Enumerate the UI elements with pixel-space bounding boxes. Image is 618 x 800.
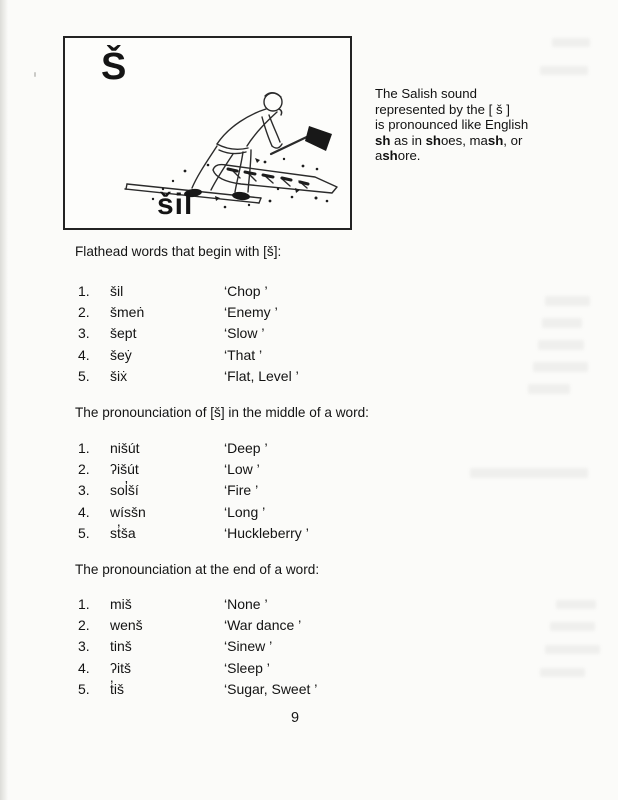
salish-word: šiẋ (110, 367, 128, 384)
note-text: ore. (397, 148, 421, 164)
english-gloss: ‘Flat, Level ’ (224, 367, 299, 384)
english-gloss: ‘Huckleberry ’ (224, 524, 309, 541)
page-number: 9 (291, 710, 300, 726)
item-number: 3. (78, 325, 90, 342)
sh-digraph: sh (375, 132, 391, 148)
bleedthrough-mark (542, 318, 582, 328)
note-text: a (375, 148, 383, 164)
bleedthrough-mark (556, 600, 596, 609)
salish-word: nišút (110, 440, 140, 456)
item-number: 4. (78, 503, 90, 520)
salish-word: st̓ša (110, 524, 136, 541)
list-item (78, 440, 508, 461)
note-text: , or (503, 132, 523, 148)
list-item (78, 681, 508, 702)
english-gloss: ‘Sleep ’ (224, 659, 270, 676)
list-item (78, 504, 508, 525)
list-item (78, 347, 508, 368)
bleedthrough-mark (540, 668, 585, 677)
english-gloss: ‘Sugar, Sweet ’ (224, 680, 318, 697)
item-number: 4. (78, 659, 90, 676)
english-gloss: ‘Low ’ (224, 461, 260, 478)
salish-word: šil (110, 283, 124, 299)
note-line-3: is pronounced like English (375, 117, 529, 133)
salish-word: šept (110, 325, 137, 342)
note-text: oes, ma (440, 132, 488, 148)
list-item (78, 617, 508, 638)
list-item (78, 461, 508, 482)
section-heading-middle: The pronounciation of [š] in the middle of a word: (75, 405, 369, 420)
english-gloss: ‘Sinew ’ (224, 638, 273, 655)
figure-box (63, 36, 352, 230)
list-item (78, 368, 508, 389)
item-number: 1. (78, 283, 90, 299)
english-gloss: ‘Slow ’ (224, 325, 265, 342)
english-gloss: ‘Deep ’ (224, 440, 268, 456)
bleedthrough-mark (540, 66, 588, 75)
section-heading-begin: Flathead words that begin with [š]: (75, 244, 282, 259)
item-number: 5. (78, 680, 90, 697)
note-text: as in (390, 132, 426, 148)
bleedthrough-mark (538, 340, 584, 350)
figure-letter: Š (101, 46, 127, 88)
salish-word: šmeṅ (110, 304, 145, 321)
item-number: 4. (78, 346, 90, 363)
pronunciation-note (375, 86, 580, 164)
bleedthrough-mark (533, 362, 588, 372)
list-item (78, 283, 508, 304)
bleedthrough-mark (545, 645, 600, 654)
section-heading-end: The pronounciation at the end of a word: (75, 562, 320, 577)
list-item (78, 325, 508, 346)
item-number: 1. (78, 596, 90, 612)
english-gloss: ‘War dance ’ (224, 617, 302, 634)
salish-word: šeẏ (110, 346, 132, 363)
item-number: 2. (78, 461, 90, 478)
word-list-middle (78, 440, 508, 546)
english-gloss: ‘Chop ’ (224, 283, 268, 299)
scan-speck (34, 72, 36, 77)
bleedthrough-mark (545, 296, 590, 306)
english-gloss: ‘That ’ (224, 346, 263, 363)
note-line-5 (375, 148, 580, 164)
salish-word: ʔišút (110, 461, 139, 478)
list-item (78, 304, 508, 325)
scan-edge-shadow (0, 0, 9, 800)
english-gloss: ‘Fire ’ (224, 482, 259, 499)
bleedthrough-mark (470, 468, 588, 478)
list-item (78, 660, 508, 681)
item-number: 2. (78, 304, 90, 321)
note-line-1: The Salish sound (375, 86, 477, 101)
item-number: 5. (78, 524, 90, 541)
english-gloss: ‘Long ’ (224, 503, 266, 520)
item-number: 2. (78, 617, 90, 634)
item-number: 1. (78, 440, 90, 456)
list-item (78, 525, 508, 546)
salish-word: miš (110, 596, 132, 612)
salish-word: sol̓ší (110, 482, 139, 499)
word-list-end (78, 596, 508, 702)
sh-digraph: sh (425, 132, 441, 148)
salish-word: wísšn (110, 503, 146, 520)
english-gloss: ‘None ’ (224, 596, 268, 612)
list-item (78, 596, 508, 617)
bleedthrough-mark (528, 384, 570, 394)
figure-caption: šil (157, 188, 194, 221)
sh-digraph: sh (382, 148, 398, 164)
item-number: 3. (78, 482, 90, 499)
list-item (78, 638, 508, 659)
word-list-begin (78, 283, 508, 389)
item-number: 3. (78, 638, 90, 655)
english-gloss: ‘Enemy ’ (224, 304, 278, 321)
salish-word: ʔitš (110, 659, 131, 676)
salish-word: wenš (110, 617, 143, 634)
note-line-2: represented by the [ š ] (375, 101, 510, 117)
bleedthrough-mark (550, 622, 595, 631)
salish-word: tinš (110, 638, 132, 655)
note-line-4 (375, 133, 580, 149)
bleedthrough-mark (552, 38, 590, 47)
salish-word: t̓iš (110, 680, 124, 697)
item-number: 5. (78, 367, 90, 384)
sh-digraph: sh (487, 132, 504, 148)
list-item (78, 482, 508, 503)
